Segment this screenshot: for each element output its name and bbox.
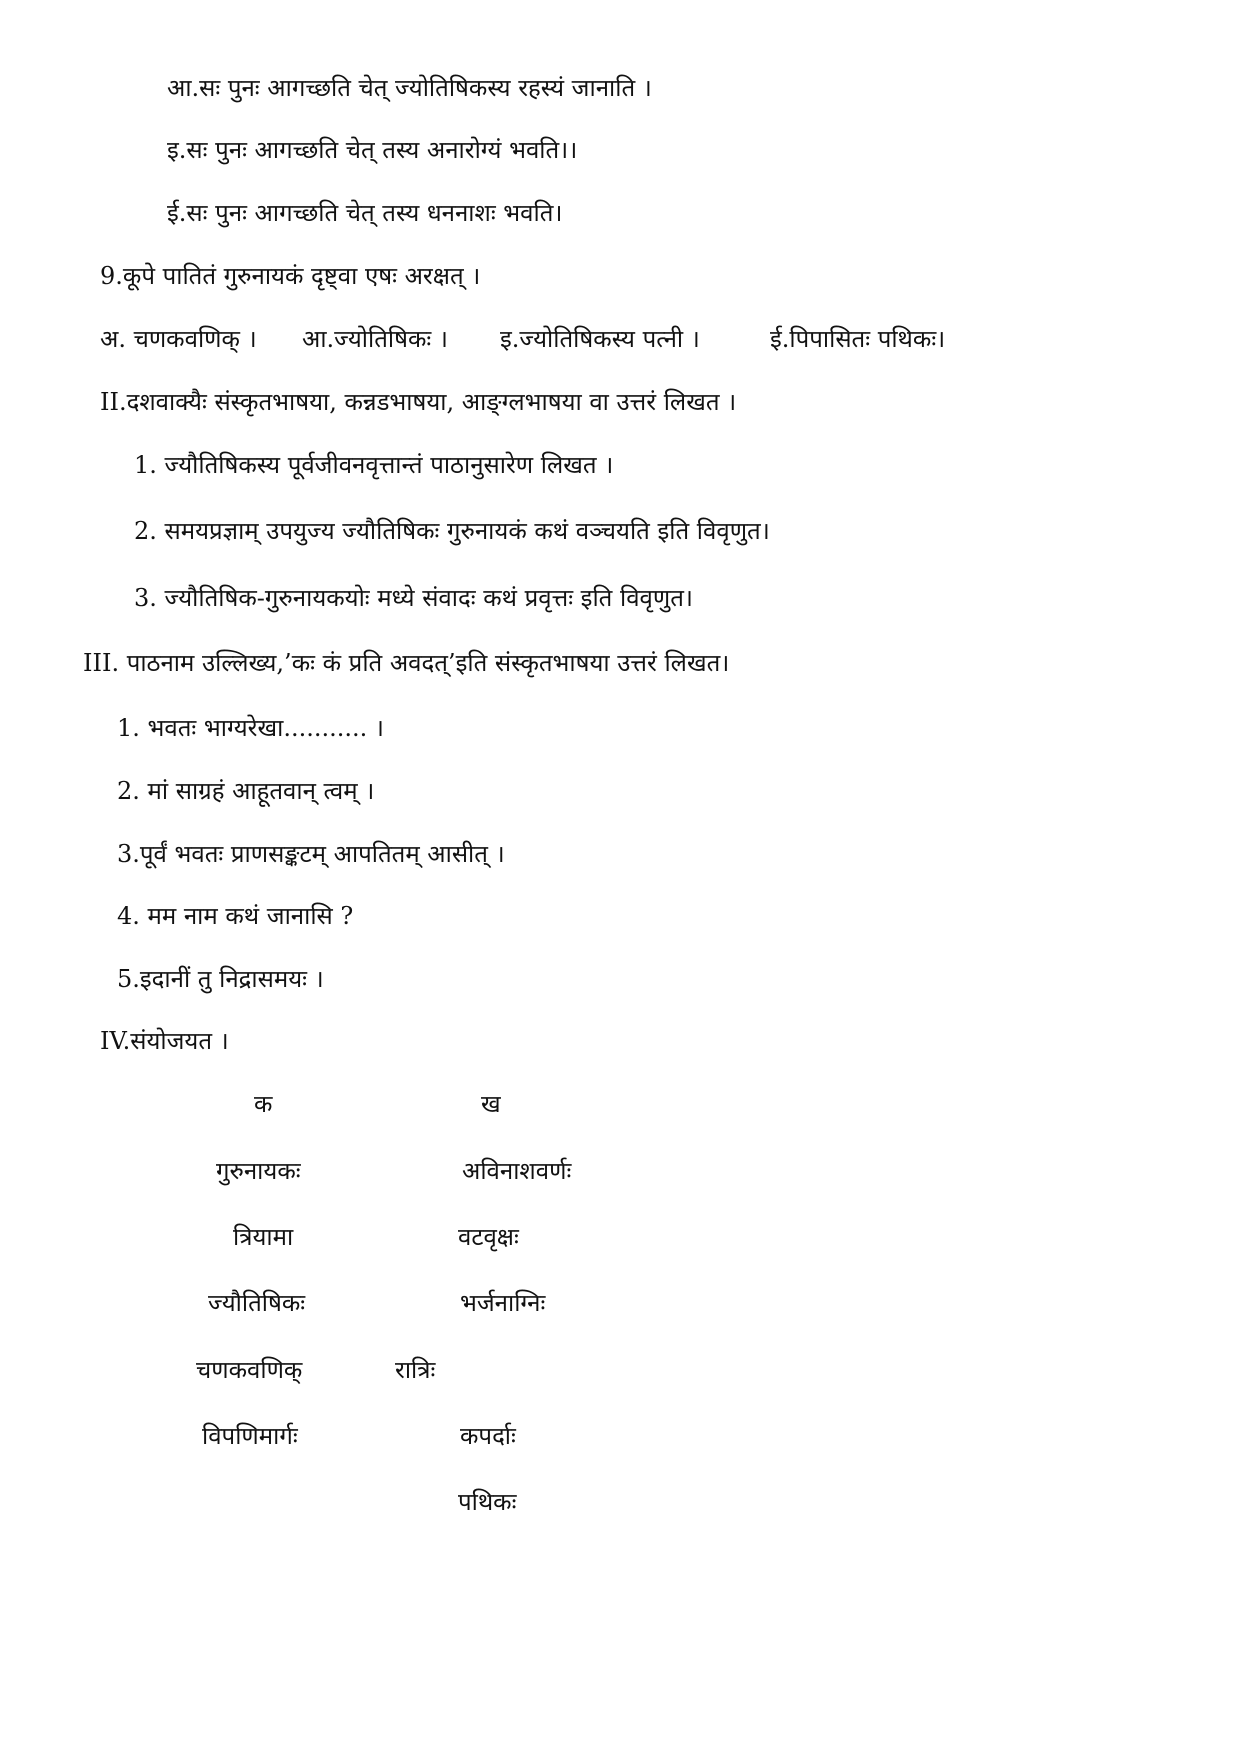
q8-option-i: इ.सः पुनः आगच्छति चेत् तस्य अनारोग्यं भवति।। bbox=[167, 136, 578, 164]
column-k-item: त्रियामा bbox=[233, 1223, 294, 1251]
section2-question-1: 1. ज्यौतिषिकस्य पूर्वजीवनवृत्तान्तं पाठानुसारेण लिखत । bbox=[134, 451, 614, 479]
section2-heading: II.दशवाक्यैः संस्कृतभाषया, कन्नडभाषया, आङ्ग्लभाषया वा उत्तरं लिखत । bbox=[100, 388, 737, 416]
column-k-item: विपणिमार्गः bbox=[202, 1422, 298, 1450]
column-kh-item: पथिकः bbox=[458, 1488, 517, 1516]
section3-question-5: 5.इदानीं तु निद्रासमयः । bbox=[117, 965, 324, 993]
q9-option-i: इ.ज्योतिषिकस्य पत्नी । bbox=[500, 325, 700, 353]
q9-question: 9.कूपे पातितं गुरुनायकं दृष्ट्वा एषः अरक्षत् । bbox=[100, 262, 481, 290]
column-k-item: चणकवणिक् bbox=[196, 1356, 303, 1384]
q9-option-ii: ई.पिपासितः पथिकः। bbox=[770, 325, 946, 353]
section3-question-4: 4. मम नाम कथं जानासि ? bbox=[117, 902, 354, 930]
q9-option-aa: आ.ज्योतिषिकः । bbox=[302, 325, 449, 353]
section3-heading: III. पाठनाम उल्लिख्य,’कः कं प्रति अवदत्’इति संस्कृतभाषया उत्तरं लिखत। bbox=[83, 649, 730, 677]
section2-question-3: 3. ज्यौतिषिक-गुरुनायकयोः मध्ये संवादः कथं प्रवृत्तः इति विवृणुत। bbox=[134, 584, 694, 612]
column-kh-item: अविनाशवर्णः bbox=[462, 1157, 572, 1185]
column-kh-item: भर्जनाग्निः bbox=[460, 1289, 546, 1317]
column-kh-item: रात्रिः bbox=[395, 1356, 436, 1384]
section3-question-1: 1. भवतः भाग्यरेखा........... । bbox=[117, 714, 384, 742]
column-kh-header: ख bbox=[481, 1090, 501, 1118]
column-k-header: क bbox=[254, 1090, 273, 1118]
q8-option-aa: आ.सः पुनः आगच्छति चेत् ज्योतिषिकस्य रहस्यं जानाति । bbox=[167, 74, 652, 102]
section3-question-2: 2. मां साग्रहं आहूतवान् त्वम् । bbox=[117, 777, 375, 805]
column-k-item: गुरुनायकः bbox=[216, 1157, 301, 1185]
q8-option-ii: ई.सः पुनः आगच्छति चेत् तस्य धननाशः भवति। bbox=[167, 199, 563, 227]
section2-question-2: 2. समयप्रज्ञाम् उपयुज्य ज्यौतिषिकः गुरुनायकं कथं वञ्चयति इति विवृणुत। bbox=[134, 517, 770, 545]
column-kh-item: वटवृक्षः bbox=[458, 1223, 519, 1251]
column-kh-item: कपर्दाः bbox=[460, 1422, 516, 1450]
q9-option-a: अ. चणकवणिक् । bbox=[100, 325, 257, 353]
section3-question-3: 3.पूर्वं भवतः प्राणसङ्कटम् आपतितम् आसीत् । bbox=[117, 840, 505, 868]
column-k-item: ज्यौतिषिकः bbox=[208, 1289, 306, 1317]
section4-heading: IV.संयोजयत । bbox=[100, 1027, 229, 1055]
